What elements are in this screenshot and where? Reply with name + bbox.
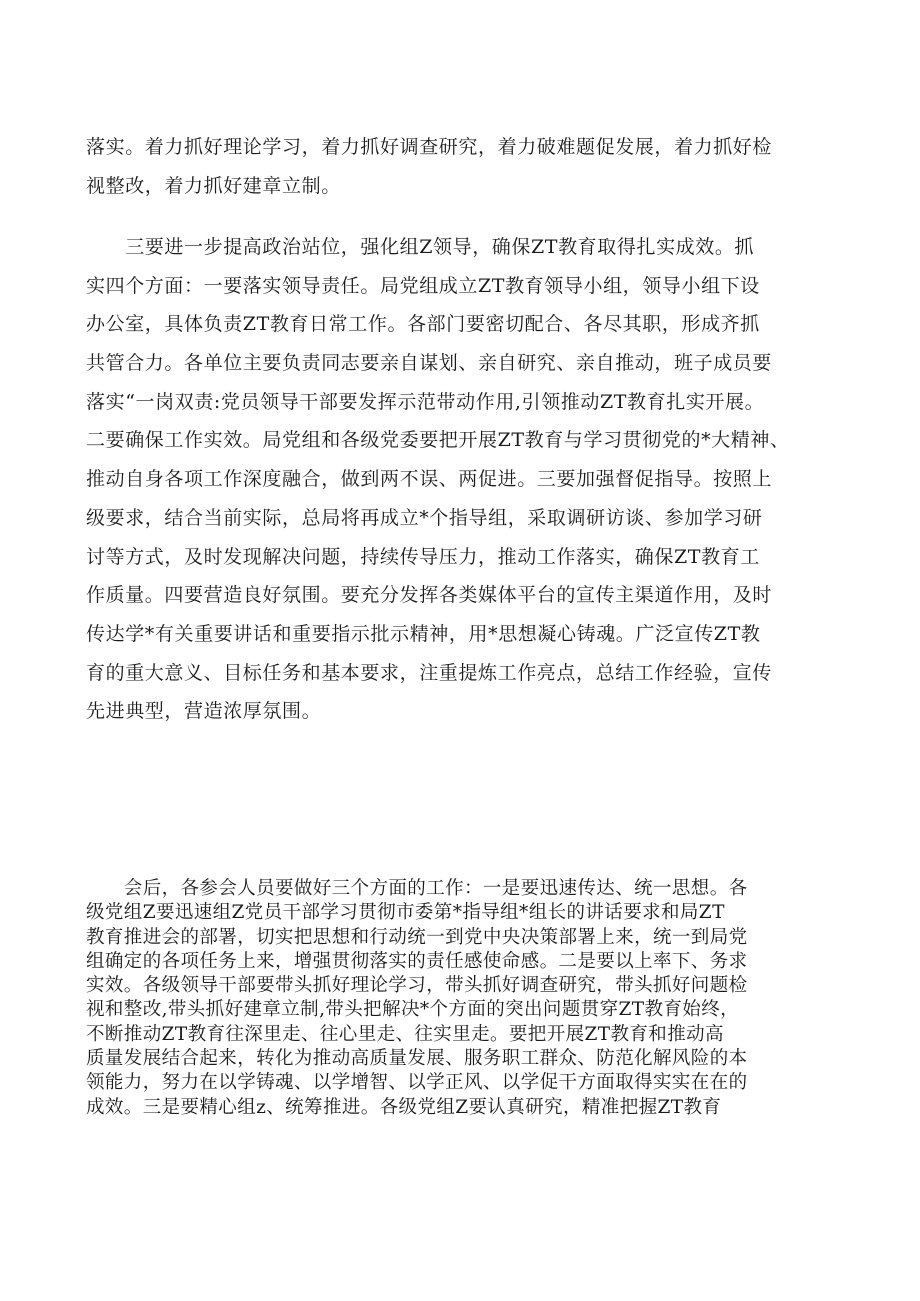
text-line: 视整改，着力抓好建章立制。 [86, 174, 341, 197]
text-line: 育的重大意义、目标任务和基本要求，注重提炼工作亮点，总结工作经验，宣传 [86, 661, 773, 684]
text-line: 组确定的各项任务上来，增强贯彻落实的责任感使命感。二是要以上率下、务求 [86, 950, 748, 972]
text-line: 落实“一岗双责:党员领导干部要发挥示范带动作用,引领推动ZT教育扎实开展。 [86, 390, 765, 413]
text-line: 质量发展结合起来，转化为推动高质量发展、服务职工群众、防范化解风险的本 [86, 1048, 748, 1070]
text-line: 作质量。四要营造良好氛围。要充分发挥各类媒体平台的宣传主渠道作用，及时 [86, 584, 773, 607]
text-line: 会后，各参会人员要做好三个方面的工作：一是要迅速传达、统一思想。各 [86, 878, 748, 899]
text-line: 传达学*有关重要讲话和重要指示批示精神，用*思想凝心铸魂。广泛宣传ZT教 [86, 622, 761, 645]
text-line: 讨等方式，及时发现解决问题，持续传导压力，推动工作落实，确保ZT教育工 [86, 545, 760, 568]
text-line: 不断推动ZT教育往深里走、往心里走、往实里走。要把开展ZT教育和推动高 [86, 1023, 724, 1045]
text-line: 级党组Z要迅速组Z党员干部学习贯彻市委第*指导组*组长的讲话要求和局ZT [86, 902, 725, 924]
text-line: 视和整改,带头抓好建章立制,带头把解决*个方面的突出问题贯穿ZT教育始终， [86, 999, 740, 1021]
text-line: 推动自身各项工作深度融合，做到两不误、两促进。三要加强督促指导。按照上 [86, 468, 773, 491]
text-line: 级要求，结合当前实际，总局将再成立*个指导组，采取调研访谈、参加学习研 [86, 506, 763, 529]
paragraph-third-requirement [86, 228, 842, 731]
text-line: 成效。三是要精心组z、统筹推进。各级党组Z要认真研究，精准把握ZT教育 [86, 1096, 722, 1118]
paragraph-after-meeting [86, 877, 842, 1120]
text-line: 三要进一步提高政治站位，强化组Z领导，确保ZT教育取得扎实成效。抓 [86, 236, 755, 258]
text-line: 实四个方面：一要落实领导责任。局党组成立ZT教育领导小组，领导小组下设 [86, 274, 760, 297]
text-line: 共管合力。各单位主要负责同志要亲自谋划、亲自研究、亲自推动，班子成员要 [86, 352, 773, 375]
text-line: 领能力，努力在以学铸魂、以学增智、以学正风、以学促干方面取得实实在在的 [86, 1072, 748, 1094]
text-line: 先进典型，营造浓厚氛围。 [86, 700, 322, 723]
text-line: 办公室，具体负责ZT教育日常工作。各部门要密切配合、各尽其职，形成齐抓 [86, 313, 760, 336]
text-line: 落实。着力抓好理论学习，着力抓好调查研究，着力破难题促发展，着力抓好检 [86, 136, 773, 158]
paragraph-continuation [86, 128, 842, 205]
text-line: 实效。各级领导干部要带头抓好理论学习，带头抓好调查研究，带头抓好问题检 [86, 975, 748, 997]
text-line: 二要确保工作实效。局党组和各级党委要把开展ZT教育与学习贯彻党的*大精神、 [86, 429, 790, 452]
text-line: 教育推进会的部署，切实把思想和行动统一到党中央决策部署上来，统一到局党 [86, 926, 748, 948]
